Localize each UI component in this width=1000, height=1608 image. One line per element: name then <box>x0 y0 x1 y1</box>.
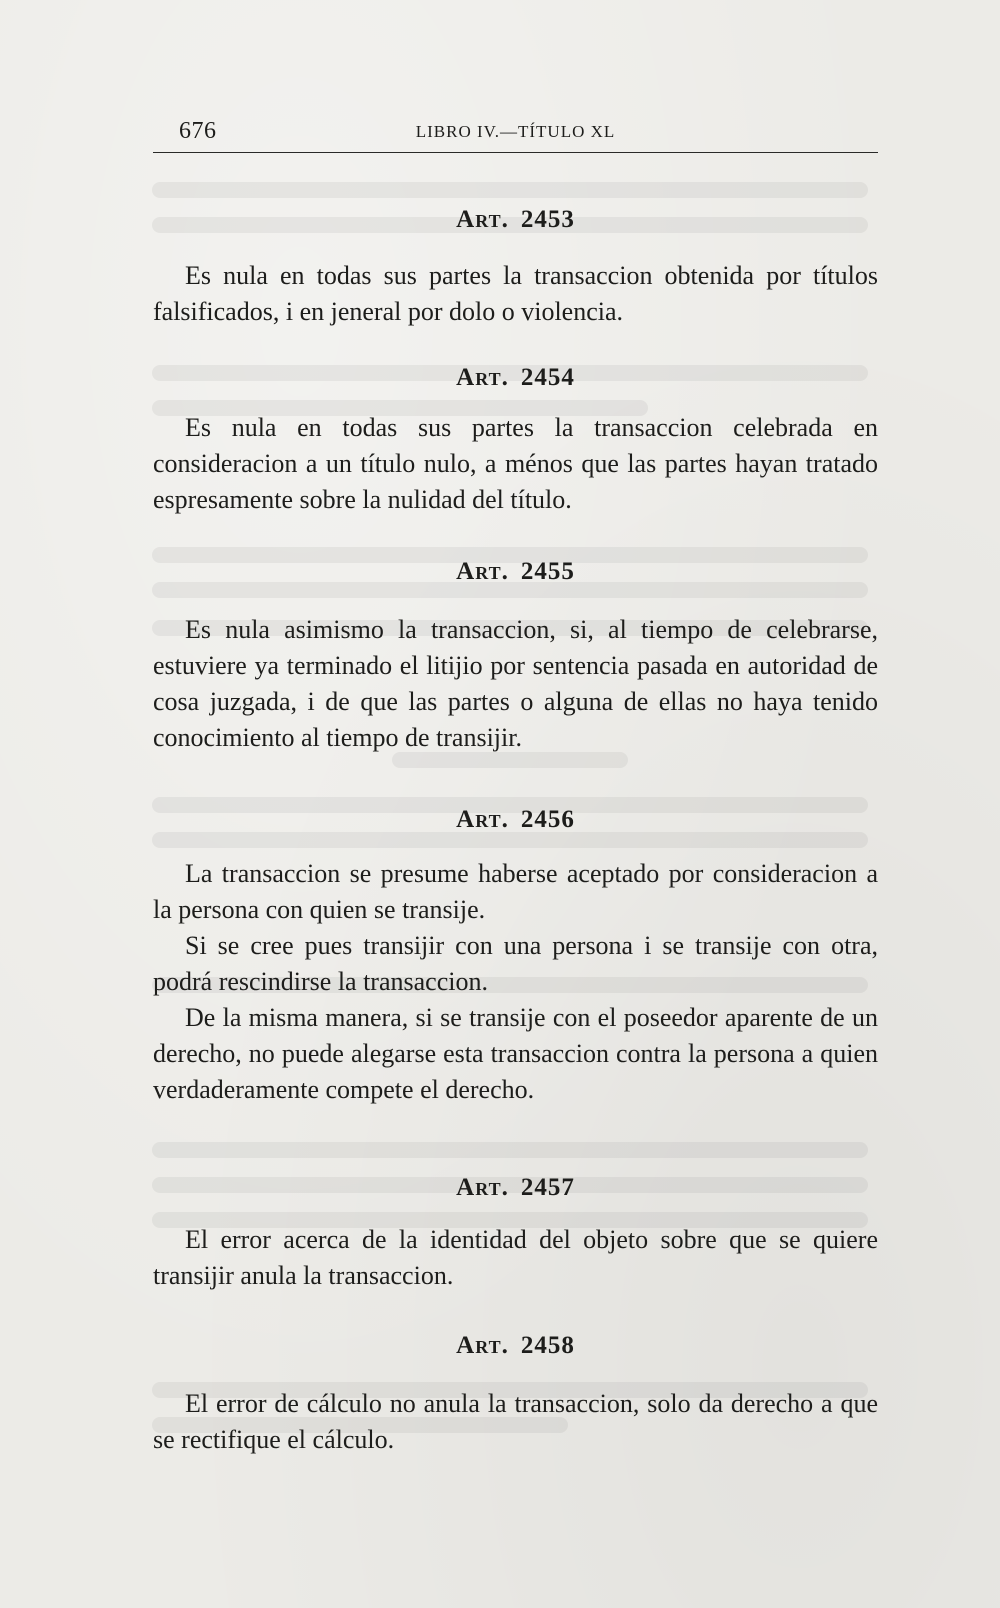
article-2454 <box>153 358 878 518</box>
article-2456 <box>153 800 878 1108</box>
article-number: 2456 <box>520 806 575 833</box>
article-heading <box>153 552 878 592</box>
article-paragraph: Si se cree pues transijir con una persona i se transije con otra, podrá rescindirse la transaccion. <box>153 931 878 996</box>
article-heading <box>153 358 878 398</box>
article-paragraph: Es nula asimismo la transaccion, si, al tiempo de celebrarse, estuviere ya terminado el litijio por sentencia pasada en autoridad de cosa juzgada, i de que las partes o alguna de ellas no haya tenido conocimiento al tiempo de transijir. <box>153 615 878 752</box>
article-label: Art. <box>456 1332 509 1359</box>
article-paragraph: La transaccion se presume haberse aceptado por consideracion a la persona con quien se transije. <box>153 859 878 924</box>
article-2457 <box>153 1168 878 1294</box>
article-paragraph: El error de cálculo no anula la transaccion, solo da derecho a que se rectifique el cálculo. <box>153 1389 878 1454</box>
article-2458 <box>153 1326 878 1458</box>
running-head: LIBRO IV.—TÍTULO XL <box>415 122 616 141</box>
article-number: 2453 <box>520 206 575 233</box>
article-number: 2454 <box>520 364 575 391</box>
article-label: Art. <box>456 206 509 233</box>
article-label: Art. <box>456 558 509 585</box>
article-heading <box>153 1168 878 1208</box>
article-paragraph: Es nula en todas sus partes la transaccion obtenida por títulos falsificados, i en jeneral por dolo o violencia. <box>153 261 878 326</box>
page-number: 676 <box>179 118 217 144</box>
article-label: Art. <box>456 364 509 391</box>
article-heading <box>153 1326 878 1366</box>
article-label: Art. <box>456 1174 509 1201</box>
page-header <box>153 112 878 153</box>
article-2455 <box>153 552 878 756</box>
article-paragraph: De la misma manera, si se transije con el poseedor aparente de un derecho, no puede alegarse esta transaccion contra la persona a quien verdaderamente compete el derecho. <box>153 1003 878 1104</box>
article-number: 2457 <box>520 1174 575 1201</box>
article-2453 <box>153 200 878 330</box>
article-label: Art. <box>456 806 509 833</box>
article-heading <box>153 200 878 240</box>
article-number: 2455 <box>520 558 575 585</box>
article-paragraph: Es nula en todas sus partes la transaccion celebrada en consideracion a un título nulo, a ménos que las partes hayan tratado espresamente sobre la nulidad del título. <box>153 413 878 514</box>
article-number: 2458 <box>520 1332 575 1359</box>
article-paragraph: El error acerca de la identidad del objeto sobre que se quiere transijir anula la transaccion. <box>153 1225 878 1290</box>
article-heading <box>153 800 878 840</box>
